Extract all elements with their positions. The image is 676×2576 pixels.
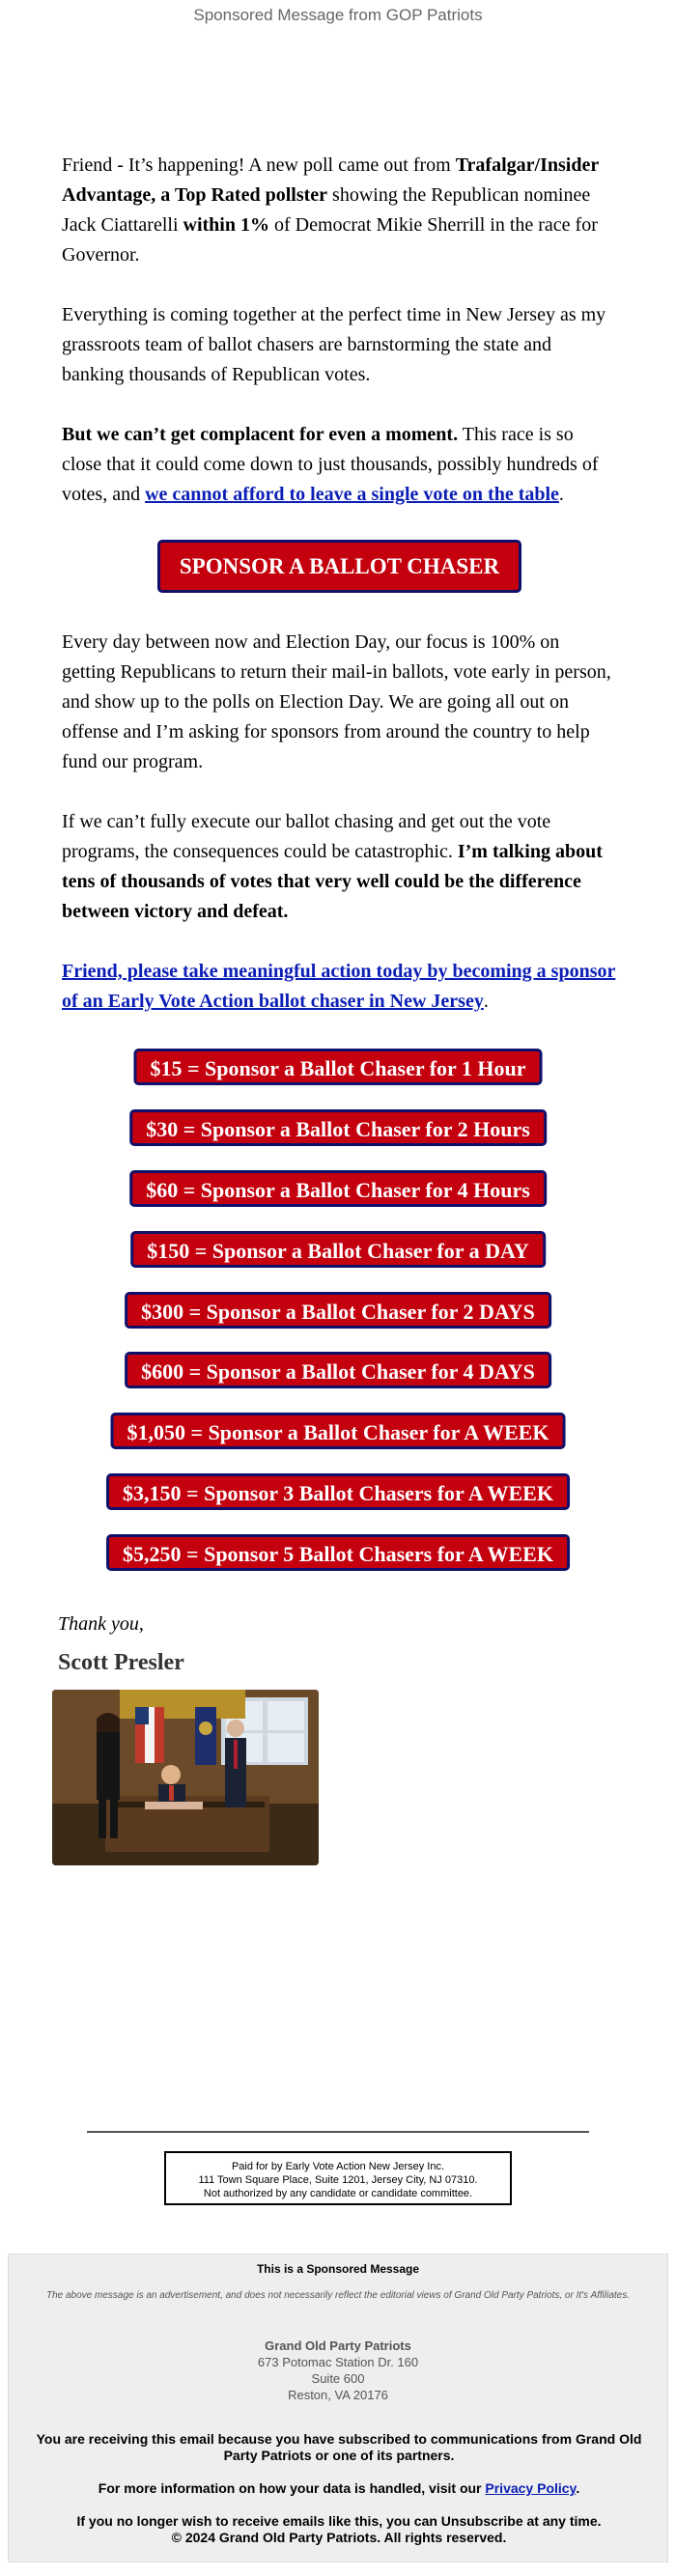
- oval-office-photo: [52, 1690, 319, 1865]
- paragraph-action: Friend, please take meaningful action today by becoming a sponsor of an Early Vote Action ballot chaser in New Jersey.: [62, 961, 616, 1012]
- paid-for-authorization: Not authorized by any candidate or candidate committee.: [203, 2188, 473, 2199]
- footer-divider: [87, 2131, 589, 2133]
- footer-organization: [9, 2338, 667, 2403]
- poll-text-a: Friend - It’s happening! A new poll came out from: [62, 154, 456, 176]
- donate-5250-button[interactable]: $5,250 = Sponsor 5 Ballot Chasers for A WEEK: [106, 1534, 570, 1571]
- paragraph-grassroots: Everything is coming together at the perfect time in New Jersey as my grassroots team of ballot chasers are barnstorming the state and banking thousands of Republican votes.: [62, 304, 606, 385]
- footer-disclaimer: The above message is an advertisement, and does not necessarily reflect the editorial views of Grand Old Party Patriots, or It's Affiliates.: [45, 2290, 631, 2301]
- donate-300-button[interactable]: $300 = Sponsor a Ballot Chaser for 2 DAYS: [125, 1292, 551, 1329]
- org-name: Grand Old Party Patriots: [265, 2338, 411, 2353]
- paid-for-disclaimer: [164, 2151, 512, 2205]
- consequences-bold: I’m talking about tens of thousands of votes that very well could be the difference between victory and defeat.: [62, 841, 603, 922]
- email-footer: [8, 2254, 668, 2562]
- paragraph-complacent: But we can’t get complacent for even a moment. This race is so close that it could come down to just thousands, possibly hundreds of votes, and we cannot afford to leave a single vote on the table.: [62, 424, 599, 505]
- consequences-text: If we can’t fully execute our ballot chasing and get out the vote programs, the consequences could be catastrophic.: [62, 811, 551, 862]
- org-address-line2: Suite 600: [311, 2371, 365, 2386]
- footer-title: This is a Sponsored Message: [256, 2262, 420, 2276]
- subscription-notice: You are receiving this email because you have subscribed to communications from Grand Old Party Patriots or one of its partners.: [36, 2431, 642, 2463]
- donate-30-button[interactable]: $30 = Sponsor a Ballot Chaser for 2 Hours: [129, 1109, 547, 1146]
- paragraph-consequences: [62, 807, 617, 927]
- donate-150-button[interactable]: $150 = Sponsor a Ballot Chaser for a DAY: [130, 1231, 546, 1268]
- email-body: [62, 151, 617, 1047]
- cta-container: [62, 540, 617, 593]
- paragraph-poll: [62, 151, 617, 270]
- copyright-notice: © 2024 Grand Old Party Patriots. All rights reserved.: [171, 2530, 507, 2545]
- take-action-link[interactable]: Friend, please take meaningful action today by becoming a sponsor of an Early Vote Action ballot chaser in New Jersey: [62, 961, 616, 1012]
- poll-text-c: showing the Republican nominee Jack Ciattarelli: [62, 184, 591, 236]
- paid-for-line: Paid for by Early Vote Action New Jersey Inc.: [231, 2161, 445, 2172]
- paid-for-address: 111 Town Square Place, Suite 1201, Jersey City, NJ 07310.: [198, 2174, 478, 2186]
- org-address-line1: 673 Potomac Station Dr. 160: [257, 2355, 419, 2369]
- poll-text-e: of Democrat Mikie Sherrill in the race for Governor.: [62, 214, 598, 266]
- donate-15-button[interactable]: $15 = Sponsor a Ballot Chaser for 1 Hour: [133, 1049, 542, 1085]
- privacy-policy-link[interactable]: Privacy Policy: [485, 2480, 577, 2496]
- poll-source: Trafalgar/Insider Advantage, a Top Rated pollster: [62, 154, 599, 206]
- donate-600-button[interactable]: $600 = Sponsor a Ballot Chaser for 4 DAYS: [125, 1352, 551, 1388]
- footer-notices: [28, 2431, 650, 2562]
- complacent-bold: But we can’t get complacent for even a moment.: [62, 424, 459, 445]
- complacent-text: This race is so close that it could come down to just thousands, possibly hundreds of votes, and: [62, 424, 599, 505]
- sponsored-header: Sponsored Message from GOP Patriots: [193, 6, 483, 24]
- org-address-line3: Reston, VA 20176: [288, 2388, 388, 2402]
- poll-margin: within 1%: [183, 214, 269, 236]
- privacy-notice: For more information on how your data is handled, visit our Privacy Policy.: [98, 2480, 580, 2496]
- donate-1050-button[interactable]: $1,050 = Sponsor a Ballot Chaser for A WEEK: [111, 1413, 566, 1449]
- sponsor-ballot-chaser-button[interactable]: SPONSOR A BALLOT CHASER: [157, 540, 521, 593]
- every-vote-link[interactable]: we cannot afford to leave a single vote on the table: [145, 484, 559, 505]
- donate-60-button[interactable]: $60 = Sponsor a Ballot Chaser for 4 Hours: [129, 1170, 547, 1207]
- paragraph-focus: Every day between now and Election Day, our focus is 100% on getting Republicans to return their mail-in ballots, vote early in person, and show up to the polls on Election Day. We are going all out on offense and I’m asking for sponsors from around the country to help fund our program.: [62, 631, 611, 772]
- thank-you-text: Thank you,: [58, 1613, 144, 1635]
- signer-name: Scott Presler: [58, 1650, 184, 1675]
- donate-3150-button[interactable]: $3,150 = Sponsor 3 Ballot Chasers for A WEEK: [106, 1473, 570, 1510]
- unsubscribe-notice: If you no longer wish to receive emails like this, you can Unsubscribe at any time.: [76, 2513, 602, 2529]
